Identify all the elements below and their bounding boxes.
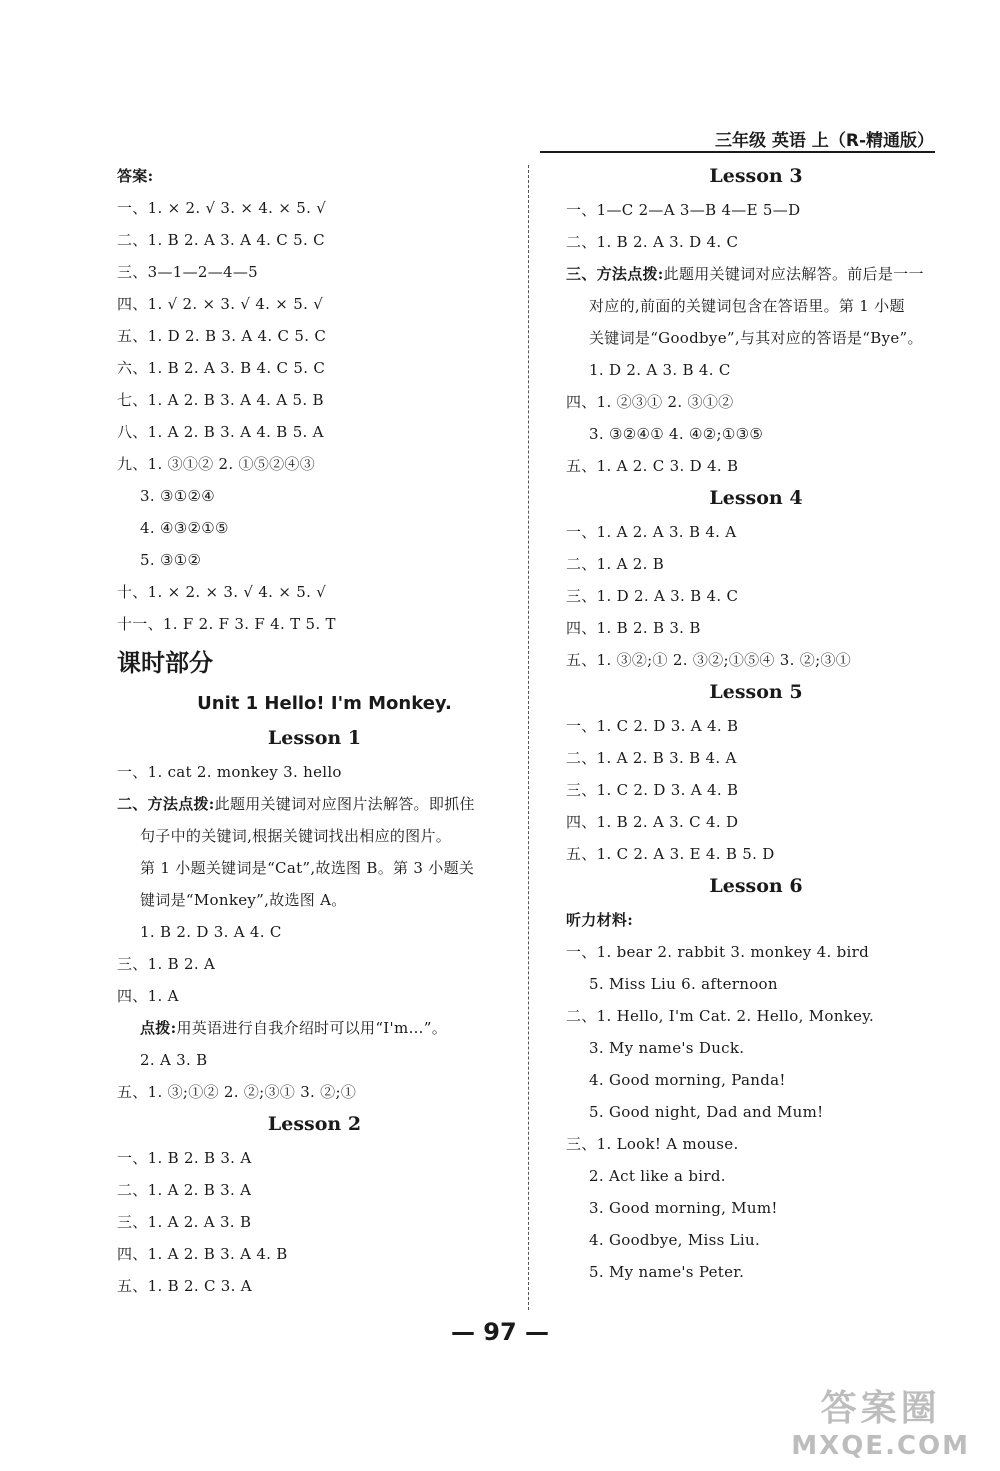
answer-line: 七、1. A 2. B 3. A 4. A 5. B [117, 391, 324, 409]
answer-line: 五、1. D 2. B 3. A 4. C 5. C [117, 327, 327, 345]
answer-line: 句子中的关键词,根据关键词找出相应的图片。 [140, 827, 452, 845]
method-label: 二、方法点拨: [117, 795, 215, 813]
answer-line: 二、1. A 2. B 3. B 4. A [566, 749, 737, 767]
left-column [117, 160, 512, 1302]
answer-line: 八、1. A 2. B 3. A 4. B 5. A [117, 423, 324, 441]
right-column [566, 160, 946, 1288]
answer-line: 4. Goodbye, Miss Liu. [589, 1231, 761, 1249]
listening-label: 听力材料: [566, 911, 634, 929]
answer-line: 二、1. B 2. A 3. D 4. C [566, 233, 739, 251]
answer-line: 第 1 小题关键词是“Cat”,故选图 B。第 3 小题关 [140, 859, 475, 877]
answer-line: 一、1. cat 2. monkey 3. hello [117, 763, 342, 781]
answer-line [566, 258, 946, 290]
answer-line: 3. ③②④① 4. ④②;①③⑤ [589, 425, 764, 443]
lesson-title: Lesson 2 [267, 1113, 362, 1135]
page-number: — 97 — [450, 1318, 550, 1346]
answer-line: 1. B 2. D 3. A 4. C [140, 923, 282, 941]
tip-label: 点拨: [140, 1019, 177, 1037]
answer-line: 2. A 3. B [140, 1051, 208, 1069]
answer-line: 5. Miss Liu 6. afternoon [589, 975, 778, 993]
method-text: 此题用关键词对应法解答。前后是一一 [663, 265, 924, 283]
answer-line: 键词是“Monkey”,故选图 A。 [140, 891, 347, 909]
method-label: 三、方法点拨: [566, 265, 664, 283]
lesson-title: Lesson 1 [267, 727, 362, 749]
answer-line: 五、1. B 2. C 3. A [117, 1277, 252, 1295]
answer-line: 4. ④③②①⑤ [140, 519, 229, 537]
lesson-title: Lesson 5 [709, 681, 803, 703]
answer-line [117, 1012, 512, 1044]
answer-line: 三、1. C 2. D 3. A 4. B [566, 781, 739, 799]
answer-line: 4. Good morning, Panda! [589, 1071, 786, 1089]
watermark-text: 答案圈 [820, 1388, 941, 1429]
answer-line: 5. Good night, Dad and Mum! [589, 1103, 824, 1121]
answer-line: 3. My name's Duck. [589, 1039, 745, 1057]
answer-line: 三、1. A 2. A 3. B [117, 1213, 252, 1231]
header-rule [540, 151, 935, 153]
unit-title: Unit 1 Hello! I'm Monkey. [197, 693, 452, 714]
answer-line: 五、1. ③②;① 2. ③②;①⑤④ 3. ②;③① [566, 651, 852, 669]
lesson-title: Lesson 4 [709, 487, 803, 509]
answer-line [117, 788, 512, 820]
answer-line: 四、1. A 2. B 3. A 4. B [117, 1245, 288, 1263]
answer-line: 一、1. A 2. A 3. B 4. A [566, 523, 737, 541]
watermark-url: MXQE.COM [791, 1431, 970, 1461]
answer-line: 对应的,前面的关键词包含在答语里。第 1 小题 [589, 297, 905, 315]
answer-line: 三、3—1—2—4—5 [117, 263, 259, 281]
answer-line: 一、1. B 2. B 3. A [117, 1149, 252, 1167]
running-header: 三年级 英语 上（R-精通版） [715, 131, 934, 151]
answers-label: 答案: [117, 167, 154, 185]
answer-line: 一、1. × 2. √ 3. × 4. × 5. √ [117, 199, 327, 217]
answer-line: 一、1. bear 2. rabbit 3. monkey 4. bird [566, 943, 869, 961]
answer-line: 四、1. ②③① 2. ③①② [566, 393, 734, 411]
answer-line: 二、1. Hello, I'm Cat. 2. Hello, Monkey. [566, 1007, 875, 1025]
answer-line: 三、1. B 2. A [117, 955, 216, 973]
answer-line: 九、1. ③①② 2. ①⑤②④③ [117, 455, 316, 473]
tip-text: 用英语进行自我介绍时可以用“I'm…”。 [176, 1019, 448, 1037]
section-title: 课时部分 [117, 649, 213, 677]
answer-line: 十、1. × 2. × 3. √ 4. × 5. √ [117, 583, 327, 601]
answer-line: 2. Act like a bird. [589, 1167, 726, 1185]
answer-line: 二、1. A 2. B 3. A [117, 1181, 252, 1199]
column-divider [528, 165, 529, 1310]
lesson-title: Lesson 6 [709, 875, 803, 897]
answer-line: 关键词是“Goodbye”,与其对应的答语是“Bye”。 [589, 329, 923, 347]
watermark [791, 1380, 970, 1461]
answer-line: 二、1. A 2. B [566, 555, 665, 573]
answer-line: 五、1. A 2. C 3. D 4. B [566, 457, 739, 475]
answer-line: 5. My name's Peter. [589, 1263, 745, 1281]
method-text: 此题用关键词对应图片法解答。即抓住 [214, 795, 475, 813]
answer-line: 5. ③①② [140, 551, 202, 569]
answer-line: 五、1. C 2. A 3. E 4. B 5. D [566, 845, 775, 863]
answer-line: 四、1. √ 2. × 3. √ 4. × 5. √ [117, 295, 324, 313]
answer-line: 四、1. A [117, 987, 179, 1005]
answer-line: 3. Good morning, Mum! [589, 1199, 778, 1217]
answer-line: 五、1. ③;①② 2. ②;③① 3. ②;① [117, 1083, 357, 1101]
answer-line: 四、1. B 2. A 3. C 4. D [566, 813, 739, 831]
answer-line: 六、1. B 2. A 3. B 4. C 5. C [117, 359, 326, 377]
lesson-title: Lesson 3 [709, 165, 803, 187]
answer-line: 十一、1. F 2. F 3. F 4. T 5. T [117, 615, 336, 633]
answer-line: 四、1. B 2. B 3. B [566, 619, 701, 637]
answer-line: 二、1. B 2. A 3. A 4. C 5. C [117, 231, 325, 249]
answer-line: 一、1—C 2—A 3—B 4—E 5—D [566, 201, 801, 219]
answer-line: 1. D 2. A 3. B 4. C [589, 361, 731, 379]
answer-line: 三、1. Look! A mouse. [566, 1135, 739, 1153]
answer-line: 3. ③①②④ [140, 487, 215, 505]
answer-line: 一、1. C 2. D 3. A 4. B [566, 717, 739, 735]
answer-line: 三、1. D 2. A 3. B 4. C [566, 587, 739, 605]
